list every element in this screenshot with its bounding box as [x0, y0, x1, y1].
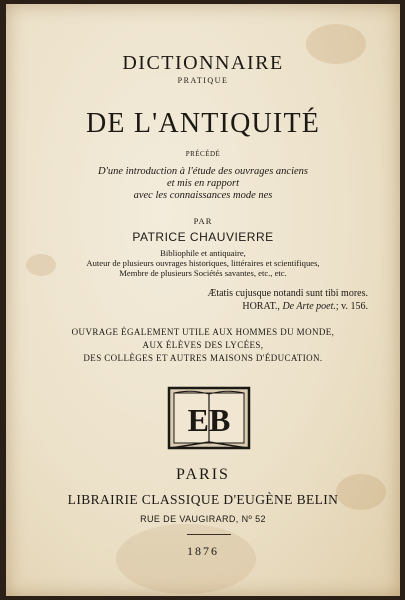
epigraph-author: HORAT., — [242, 301, 283, 312]
epigraph-verse: ; v. 156. — [335, 301, 368, 312]
foxing-stain — [116, 524, 256, 594]
epigraph-attribution — [146, 301, 368, 312]
imprint-city: PARIS — [176, 466, 230, 483]
by-label: PAR — [193, 216, 213, 226]
divider — [187, 534, 231, 535]
author-name: PATRICE CHAUVIERRE — [132, 230, 274, 244]
intro-line: et mis en rapport — [166, 178, 240, 189]
author-qualification: Auteur de plusieurs ouvrages historiques, littéraires et scientifiques, — [86, 258, 320, 268]
audience-line: OUVRAGE ÉGALEMENT UTILE AUX HOMMES DU MONDE, — [71, 327, 335, 337]
title-line-2: PRATIQUE — [177, 76, 229, 85]
audience-line: DES COLLÈGES ET AUTRES MAISONS D'ÉDUCATION. — [83, 353, 323, 363]
open-book-monogram-icon — [167, 384, 251, 452]
imprint-year: 1876 — [187, 544, 219, 558]
intro-line: D'une introduction à l'étude des ouvrages anciens — [98, 166, 308, 177]
audience-line: AUX ÉLÈVES DES LYCÉES, — [142, 340, 264, 350]
author-qualification: Bibliophile et antiquaire, — [160, 248, 246, 258]
title-line-1: DICTIONNAIRE — [122, 52, 284, 74]
title-page — [6, 4, 400, 596]
epigraph-work: De Arte poet. — [282, 301, 336, 312]
main-title: DE L'ANTIQUITÉ — [85, 108, 321, 139]
author-qualification: Membre de plusieurs Sociétés savantes, etc., etc. — [119, 268, 287, 278]
epigraph-quote: Ætatis cujusque notandi sunt tibi mores. — [207, 288, 368, 299]
precede-label: PRÉCÉDÉ — [185, 150, 221, 158]
imprint-publisher: LIBRAIRIE CLASSIQUE D'EUGÈNE BELIN — [67, 492, 339, 507]
intro-line: avec les connaissances mode nes — [133, 190, 273, 201]
imprint-address: RUE DE VAUGIRARD, Nº 52 — [140, 514, 266, 524]
emblem-monogram: EB — [187, 402, 231, 438]
